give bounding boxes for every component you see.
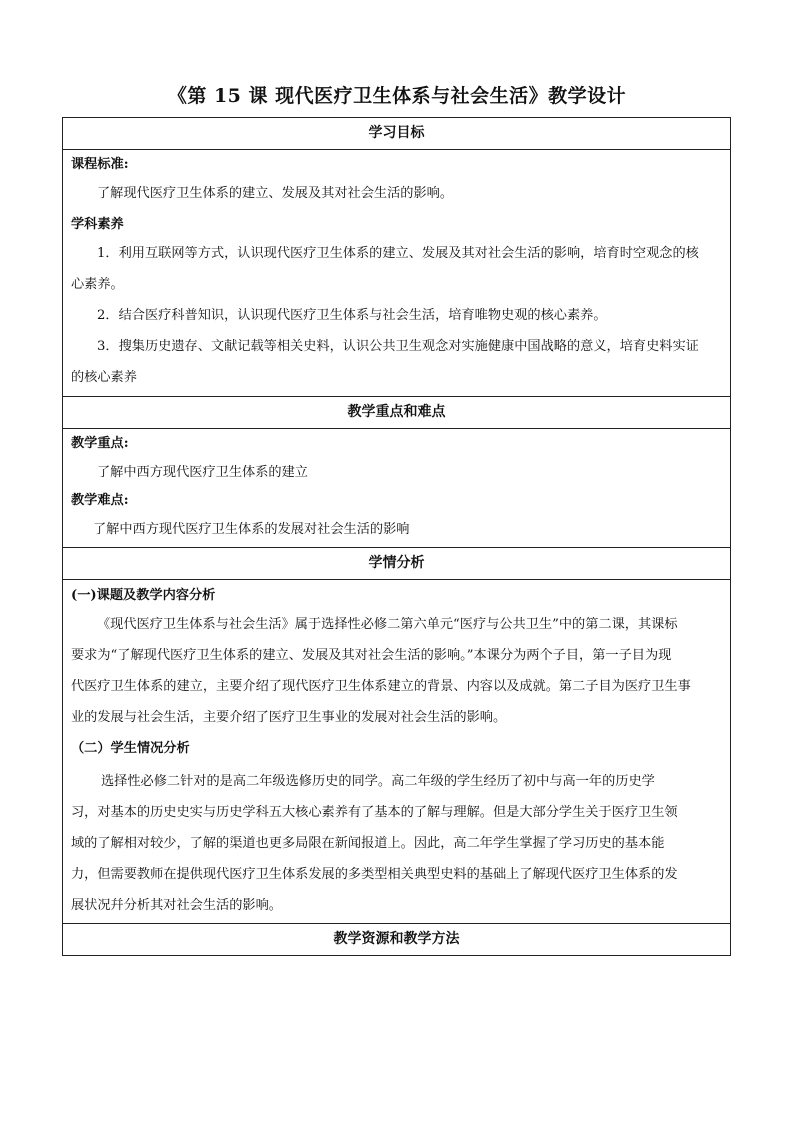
- literacy-item-line: 心素养。: [71, 277, 124, 292]
- student-analysis-label: （二）学生情况分析: [71, 741, 190, 756]
- key-points-cell: [63, 429, 730, 548]
- literacy-item-line: 3．搜集历史遗存、文献记载等相关史料，认识公共卫生观念对实施健康中国战略的意义，培育史料实证: [97, 339, 699, 354]
- literacy-label: 学科素养: [71, 217, 124, 232]
- student-analysis-line: 选择性必修二针对的是高二年级选修历史的同学。高二年级的学生经历了初中与高一年的历史学: [101, 774, 655, 789]
- student-analysis-line: 力，但需要教师在提供现代医疗卫生体系发展的多类型相关典型史料的基础上了解现代医疗卫生体系的发: [71, 867, 678, 882]
- lesson-plan-table: [62, 117, 731, 956]
- analysis-cell: [63, 580, 730, 924]
- section-heading-analysis: 学情分析: [63, 548, 730, 580]
- curriculum-text: 了解现代医疗卫生体系的建立、发展及其对社会生活的影响。: [97, 186, 454, 201]
- section-heading-resources: 教学资源和教学方法: [333, 931, 460, 947]
- difficulty-label: 教学难点:: [71, 493, 129, 508]
- section-heading-key-points: 教学重点和难点: [63, 397, 730, 429]
- difficulty-text: 了解中西方现代医疗卫生体系的发展对社会生活的影响: [93, 522, 410, 537]
- student-analysis-line: 习，对基本的历史史实与历史学科五大核心素养有了基本的了解与理解。但是大部分学生关于医疗卫生领: [71, 805, 678, 820]
- literacy-item-line: 的核心素养: [71, 370, 137, 385]
- section-heading-goals: 学习目标: [63, 118, 730, 150]
- content-analysis-line: 《现代医疗卫生体系与社会生活》属于选择性必修二第六单元“医疗与公共卫生”中的第二课，其课标: [97, 617, 678, 632]
- student-analysis-line: 展状况幷分析其对社会生活的影响。: [71, 898, 282, 913]
- goals-cell: [63, 150, 730, 397]
- focus-label: 教学重点:: [71, 436, 129, 451]
- focus-text: 了解中西方现代医疗卫生体系的建立: [97, 465, 308, 480]
- literacy-item-line: 2．结合医疗科普知识，认识现代医疗卫生体系与社会生活，培育唯物史观的核心素养。: [97, 308, 607, 323]
- content-analysis-line: 代医疗卫生体系的建立，主要介绍了现代医疗卫生体系建立的背景、内容以及成就。第二子目为医疗卫生事: [71, 679, 691, 694]
- content-analysis-line: 要求为“了解现代医疗卫生体系的建立、发展及其对社会生活的影响。”本课分为两个子目，第一子目为现: [71, 648, 672, 663]
- content-analysis-line: 业的发展与社会生活，主要介绍了医疗卫生事业的发展对社会生活的影响。: [71, 710, 507, 725]
- content-analysis-label: (一)课题及教学内容分析: [71, 588, 216, 603]
- document-title: 《第 15 课 现代医疗卫生体系与社会生活》教学设计: [167, 85, 627, 107]
- literacy-item-line: 1．利用互联网等方式，认识现代医疗卫生体系的建立、发展及其对社会生活的影响，培育时空观念的核: [97, 246, 699, 261]
- student-analysis-line: 域的了解相对较少，了解的渠道也更多局限在新闻报道上。因此，高二年学生掌握了学习历史的基本能: [71, 836, 665, 851]
- curriculum-label: 课程标准:: [71, 157, 129, 172]
